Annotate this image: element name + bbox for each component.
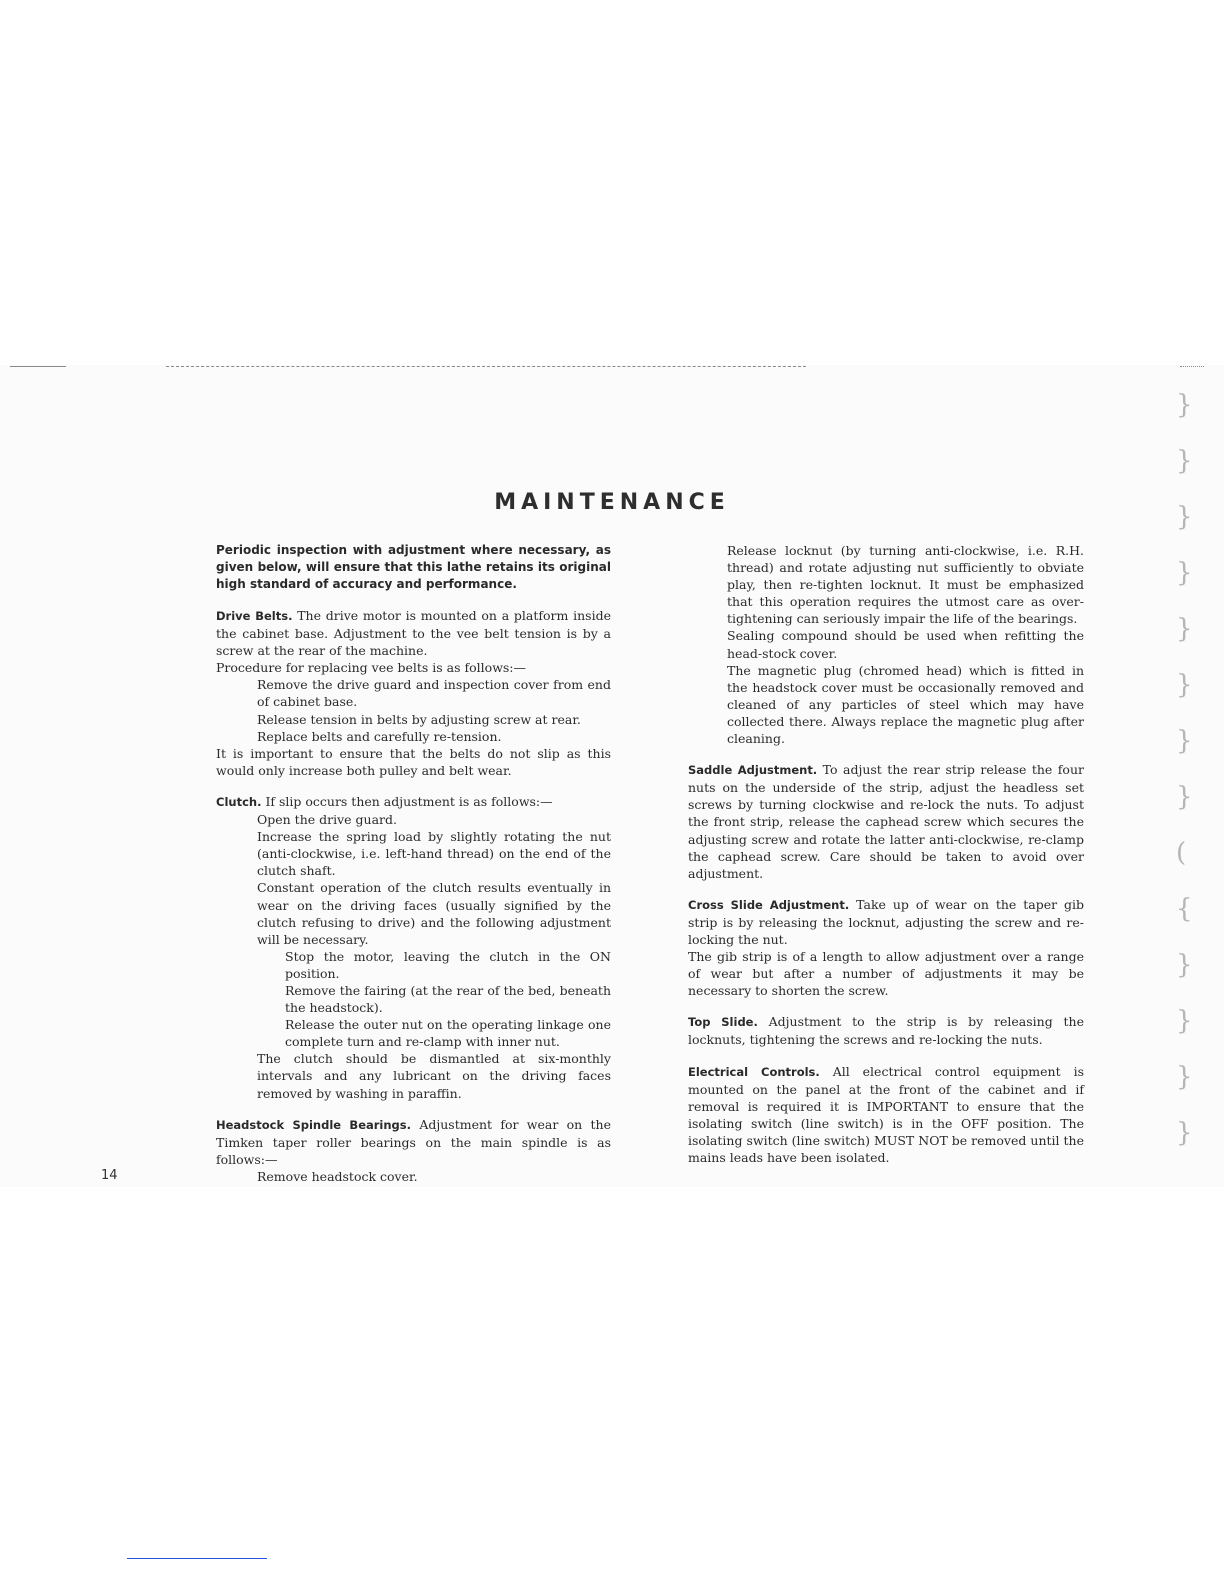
section-text: All electrical control equipment is mounted on the panel at the front of the cabinet and if removal is required it is IMPORTANT to ensure that the isolating switch (line switch) is in the OFF position. The isolating switch (line switch) MUST NOT be removed until the mains leads have been isolated. [688, 1063, 1084, 1165]
step-item: Remove headstock cover. [257, 1168, 418, 1184]
section-text: If slip occurs then adjustment is as follows:— [265, 793, 553, 809]
cross-slide-section [688, 896, 1084, 948]
procedure-line: Procedure for replacing vee belts is as follows:— [216, 660, 527, 676]
scan-edge-line [166, 366, 806, 367]
top-slide-section [688, 1013, 1084, 1048]
margin-bracket-mark: } [1176, 390, 1193, 420]
section-text: The drive motor is mounted on a platform inside the cabinet base. Adjustment to the vee belt tension is by a screw at the rear of the machine. [216, 608, 611, 659]
margin-bracket-mark: } [1176, 558, 1193, 588]
margin-bracket-mark: ( [1176, 838, 1187, 868]
step-item: Remove the drive guard and inspection cover from end of cabinet base. [257, 677, 611, 710]
headstock-continued-paragraph: The magnetic plug (chromed head) which is fitted in the headstock cover must be occasionally removed and cleaned of any particles of steel which may have collected there. Always replace the magnetic plug after cleaning. [727, 662, 1084, 747]
section-heading: Saddle Adjustment. [688, 763, 818, 778]
page-title: MAINTENANCE [494, 490, 730, 515]
scan-edge-line [1180, 366, 1204, 367]
note-paragraph: It is important to ensure that the belts do not slip as this would only increase both pulley and belt wear. [216, 745, 611, 778]
left-column [216, 542, 611, 1185]
section-text: The gib strip is of a length to allow adjustment over a range of wear but after a number of adjustments it may be necessary to shorten the screw. [688, 949, 1084, 999]
section-text: Adjustment for wear on the Timken taper roller bearings on the main spindle is as follows:— [216, 1116, 611, 1167]
electrical-section [688, 1063, 1084, 1167]
scan-edge-line [10, 366, 66, 367]
margin-bracket-mark: } [1176, 726, 1193, 756]
section-text: Adjustment to the strip is by releasing the locknuts, tightening the screws and re-locking the nuts. [688, 1014, 1084, 1048]
section-heading: Electrical Controls. [688, 1064, 820, 1079]
underline-link-mark [127, 1558, 267, 1559]
margin-bracket-mark: } [1176, 1062, 1193, 1092]
step-item: Increase the spring load by slightly rotating the nut (anti-clockwise, i.e. left-hand thread) on the end of the clutch shaft. [257, 829, 611, 879]
margin-bracket-mark: { [1176, 894, 1193, 924]
section-heading: Clutch. [216, 794, 262, 809]
headstock-continued-paragraph: Release locknut (by turning anti-clockwise, i.e. R.H. thread) and rotate adjusting nut sufficiently to obviate play, then re-tighten locknut. It must be emphasized that this operation requires the utmost care as over-tightening can seriously impair the life of the bearings. [727, 543, 1084, 627]
step-item: Open the drive guard. [257, 812, 397, 828]
section-text: To adjust the rear strip release the four nuts on the underside of the strip, adjust the headless set screws by turning clockwise and re-lock the nuts. To adjust the front strip, release the caphead screw which secures the adjusting screw and rotate the latter anti-clockwise, re-clamp the caphead screw. Care should be taken to avoid over adjustment. [688, 762, 1084, 881]
note-paragraph: The clutch should be dismantled at six-monthly intervals and any lubricant on the driving faces removed by washing in paraffin. [257, 1051, 611, 1101]
step-item: Constant operation of the clutch results eventually in wear on the driving faces (usually signified by the clutch refusing to drive) and the following adjustment will be necessary. [257, 880, 611, 947]
saddle-section [688, 761, 1084, 882]
clutch-section [216, 793, 611, 811]
margin-bracket-mark: } [1176, 950, 1193, 980]
headstock-section [216, 1116, 611, 1168]
intro-paragraph: Periodic inspection with adjustment where necessary, as given below, will ensure that this lathe retains its original high standard of accuracy and performance. [216, 543, 611, 591]
step-item: Replace belts and carefully re-tension. [257, 728, 502, 744]
right-column [688, 542, 1084, 1166]
margin-bracket-mark: } [1176, 670, 1193, 700]
section-heading: Cross Slide Adjustment. [688, 897, 850, 912]
margin-bracket-mark: } [1176, 614, 1193, 644]
margin-bracket-mark: } [1176, 1118, 1193, 1148]
substep-item: Stop the motor, leaving the clutch in the ON position. [285, 948, 611, 981]
substep-item: Release the outer nut on the operating linkage one complete turn and re-clamp with inner nut. [285, 1017, 611, 1050]
margin-bracket-mark: } [1176, 782, 1193, 812]
section-heading: Drive Belts. [216, 609, 293, 623]
headstock-continued-paragraph: Sealing compound should be used when refitting the head-stock cover. [727, 628, 1084, 661]
substep-item: Remove the fairing (at the rear of the bed, beneath the headstock). [285, 982, 611, 1016]
margin-bracket-mark: } [1176, 446, 1193, 476]
section-heading: Headstock Spindle Bearings. [216, 1117, 411, 1132]
section-heading: Top Slide. [688, 1015, 758, 1030]
margin-bracket-mark: } [1176, 1006, 1193, 1036]
step-item: Release tension in belts by adjusting screw at rear. [257, 711, 581, 727]
margin-bracket-mark: } [1176, 502, 1193, 532]
drive-belts-section [216, 607, 611, 659]
page-number: 14 [101, 1168, 118, 1183]
section-text: Take up of wear on the taper gib strip is by releasing the locknut, adjusting the screw and re-locking the nut. [688, 896, 1084, 947]
